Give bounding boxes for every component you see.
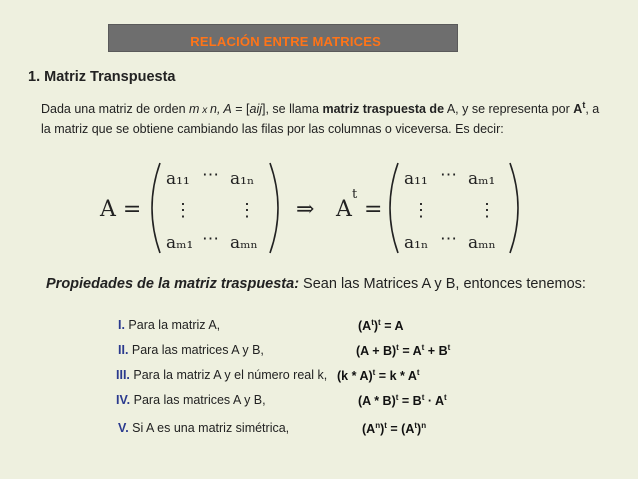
m1-r3c1: aₘ₁ <box>166 233 194 253</box>
m2-r3c1: a₁ₙ <box>404 233 429 253</box>
formula-sup: t <box>444 393 447 402</box>
m2-r1c1: a₁₁ <box>404 169 428 189</box>
m1-r1dots: ⋯ <box>202 165 219 185</box>
intro-m: m <box>189 102 200 117</box>
formula-part: + B <box>424 344 448 359</box>
intro-text-2: ], se llama <box>262 102 323 117</box>
intro-bracket-open: = [ <box>231 102 250 117</box>
m1-r2c1: ⋮ <box>174 200 192 221</box>
formula-part: (A <box>358 319 372 334</box>
property-text: Para la matriz A, <box>124 318 221 332</box>
m2-r2c2: ⋮ <box>478 200 496 221</box>
equation-figure <box>100 158 520 258</box>
property-text: Para la matriz A y el número real k, <box>129 368 328 382</box>
eq-lhs: A = <box>100 197 142 222</box>
property-text: Para las matrices A y B, <box>130 393 266 407</box>
formula-sup: t <box>395 393 399 402</box>
properties-heading <box>46 274 596 294</box>
formula-part: = (A <box>386 422 415 437</box>
m1-r1c2: a₁ₙ <box>230 169 255 189</box>
formula-part: ) <box>417 422 422 437</box>
eq-rhs-equals: = <box>364 197 383 222</box>
formula-sup: t <box>447 343 451 352</box>
eq-rhs-a: A <box>336 197 352 222</box>
formula-sup: t <box>384 421 387 430</box>
implies-arrow: ⇒ <box>296 197 315 222</box>
property-text: Para las matrices A y B, <box>128 343 264 357</box>
section-heading: 1. Matriz Transpuesta <box>28 69 176 85</box>
property-num: II. <box>118 343 129 357</box>
property-formula <box>337 368 420 383</box>
formula-part: ) <box>373 319 379 334</box>
formula-sup: t <box>416 368 420 377</box>
slide-title: RELACIÓN ENTRE MATRICES <box>190 34 381 49</box>
formula-part: · A <box>424 394 445 409</box>
formula-part: (k * A) <box>337 369 373 384</box>
m1-r3dots: ⋯ <box>202 229 219 249</box>
formula-part: (A <box>362 422 376 437</box>
formula-part: = k * A <box>375 369 417 384</box>
formula-sup: t <box>421 393 425 402</box>
m2-r1dots: ⋯ <box>440 165 457 185</box>
formula-part: (A + B) <box>356 344 397 359</box>
m1-right-paren <box>270 163 278 253</box>
property-num: III. <box>116 368 130 382</box>
transpose-equation <box>100 158 520 258</box>
intro-paragraph <box>41 96 601 139</box>
property-formula <box>358 393 447 408</box>
m2-r3dots: ⋯ <box>440 229 457 249</box>
formula-sup: t <box>396 343 399 352</box>
property-item <box>116 368 327 382</box>
formula-sup: t <box>378 318 381 327</box>
formula-sup: t <box>371 318 374 327</box>
formula-part: = B <box>398 394 422 409</box>
m1-r2c2: ⋮ <box>238 200 256 221</box>
intro-x: x <box>199 105 210 117</box>
property-formula <box>362 421 426 436</box>
title-banner <box>108 24 458 52</box>
intro-n-a: n, A <box>210 102 232 117</box>
intro-bold-term: matriz traspuesta de <box>322 102 445 117</box>
property-formula <box>356 343 450 358</box>
formula-part: ) <box>380 422 385 437</box>
intro-text: Dada una matriz de orden <box>41 102 190 117</box>
property-text: Si A es una matriz simétrica, <box>128 421 290 435</box>
property-formula <box>358 318 404 333</box>
formula-sup: t <box>414 421 418 430</box>
formula-sup: n <box>421 421 427 430</box>
m2-r2c1: ⋮ <box>412 200 430 221</box>
m1-r1c1: a₁₁ <box>166 169 190 189</box>
intro-text-3: A, y se representa por <box>444 102 574 117</box>
intro-at-sup: t <box>582 100 586 110</box>
formula-part: = A <box>380 319 404 334</box>
property-num: IV. <box>116 393 131 407</box>
formula-sup: n <box>375 421 381 430</box>
m1-r3c2: aₘₙ <box>230 233 258 253</box>
m2-left-paren <box>390 163 398 253</box>
property-item <box>118 318 220 332</box>
formula-sup: t <box>421 343 425 352</box>
eq-rhs-sup: t <box>352 187 358 202</box>
property-item <box>118 343 264 357</box>
m2-r3c2: aₘₙ <box>468 233 496 253</box>
intro-text-4: , a la matriz que se obtiene cambiando las filas por las columnas o viceversa. Es decir: <box>41 102 600 137</box>
property-item <box>118 421 289 435</box>
formula-part: = A <box>398 344 422 359</box>
property-item <box>116 393 266 407</box>
m1-left-paren <box>152 163 160 253</box>
formula-part: (A * B) <box>358 394 396 409</box>
properties-rest: Sean las Matrices A y B, entonces tenemos: <box>299 276 586 292</box>
property-num: V. <box>118 421 129 435</box>
intro-at: A <box>573 102 583 117</box>
m2-r1c2: aₘ₁ <box>468 169 496 189</box>
formula-sup: t <box>372 368 376 377</box>
property-num: I. <box>118 318 125 332</box>
intro-aij: aij <box>249 102 263 117</box>
m2-right-paren <box>510 163 518 253</box>
properties-lead: Propiedades de la matriz traspuesta: <box>46 276 300 292</box>
